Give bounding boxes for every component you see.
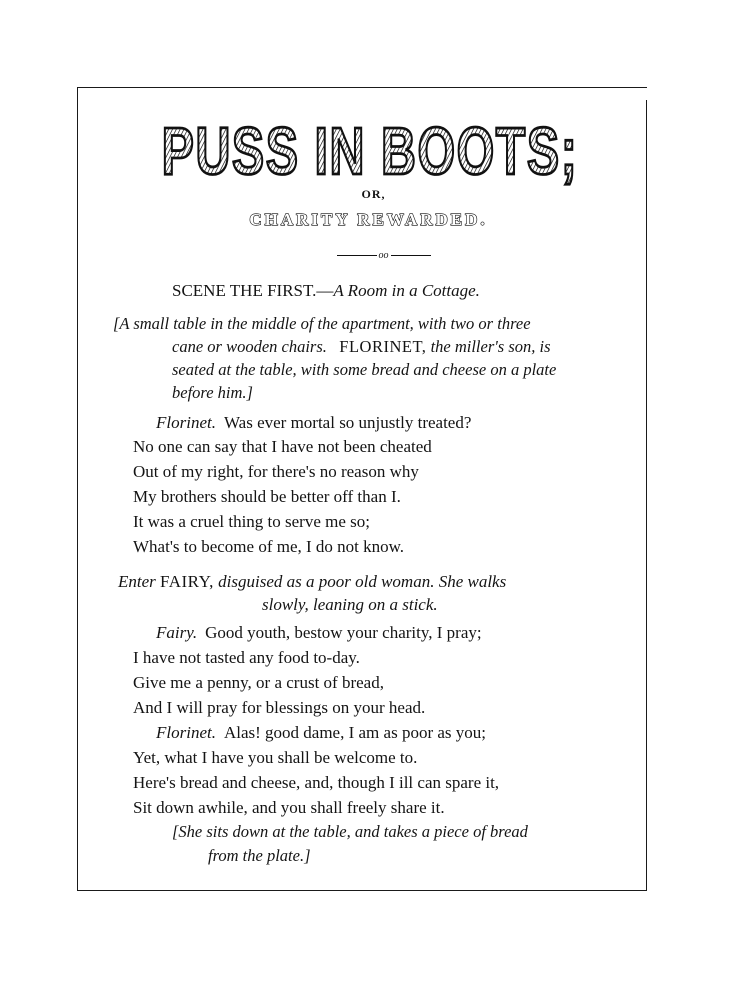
subtitle-or: OR, [361,187,386,201]
stage-direction-1-line-4: before him.] [172,383,253,402]
divider-rule-left [337,255,377,256]
florinet-speech-2-line-2: Yet, what I have you shall be welcome to. [133,748,418,767]
florinet-speech-1-line-2: No one can say that I have not been cheated [133,437,432,456]
stage-direction-1-line-1: [A small table in the middle of the apartment, with two or three [113,314,531,333]
page-border-top [77,87,647,88]
speaker-florinet: Florinet. [156,413,216,432]
fairy-speech-line-4: And I will pray for blessings on your head. [133,698,426,717]
page-border-left [77,87,78,891]
stage-direction-1-line-3: seated at the table, with some bread and cheese on a plate [172,360,557,379]
speaker-florinet-2: Florinet. [156,723,216,742]
speaker-fairy: Fairy. [156,623,198,642]
play-title-text: PUSS IN BOOTS; [161,114,579,189]
stage-direction-3-line-1: [She sits down at the table, and takes a piece of bread [172,822,528,841]
divider-rule-right [391,255,431,256]
florinet-speech-2-line-3: Here's bread and cheese, and, though I ill can spare it, [133,773,500,792]
fairy-speech-line-3: Give me a penny, or a crust of bread, [133,673,384,692]
subtitle-main: CHARITY REWARDED. [249,210,488,229]
stage-direction-2-line-2: slowly, leaning on a stick. [262,595,438,614]
stage-direction-1-line-2: cane or wooden chairs. FLORINET, the miller's son, is [172,337,551,356]
scene-heading-label: SCENE THE FIRST.— [172,281,334,300]
florinet-speech-2-line-1: Florinet. Alas! good dame, I am as poor as you; [156,723,486,742]
florinet-speech-1-line-3: Out of my right, for there's no reason why [133,462,419,481]
page-border-bottom [77,890,647,891]
fairy-speech-line-1: Fairy. Good youth, bestow your charity, I pray; [156,623,482,642]
florinet-speech-2-line-4: Sit down awhile, and you shall freely share it. [133,798,445,817]
florinet-speech-1-line-5: It was a cruel thing to serve me so; [133,512,370,531]
florinet-speech-1-line-4: My brothers should be better off than I. [133,487,401,506]
divider-mark: oo [378,250,389,261]
scene-heading [172,280,480,302]
stage-direction-2-line-1: Enter FAIRY, disguised as a poor old woman. She walks [118,572,507,591]
scene-heading-setting: A Room in a Cottage. [333,281,480,300]
florinet-speech-1-line-1: Florinet. Was ever mortal so unjustly treated? [156,413,472,432]
florinet-speech-1-line-6: What's to become of me, I do not know. [133,537,405,556]
stage-direction-3-line-2: from the plate.] [208,846,311,865]
play-title [160,112,580,192]
play-title-ornamental [160,112,580,192]
fairy-speech-line-2: I have not tasted any food to-day. [133,648,360,667]
ornamental-divider [0,250,747,261]
